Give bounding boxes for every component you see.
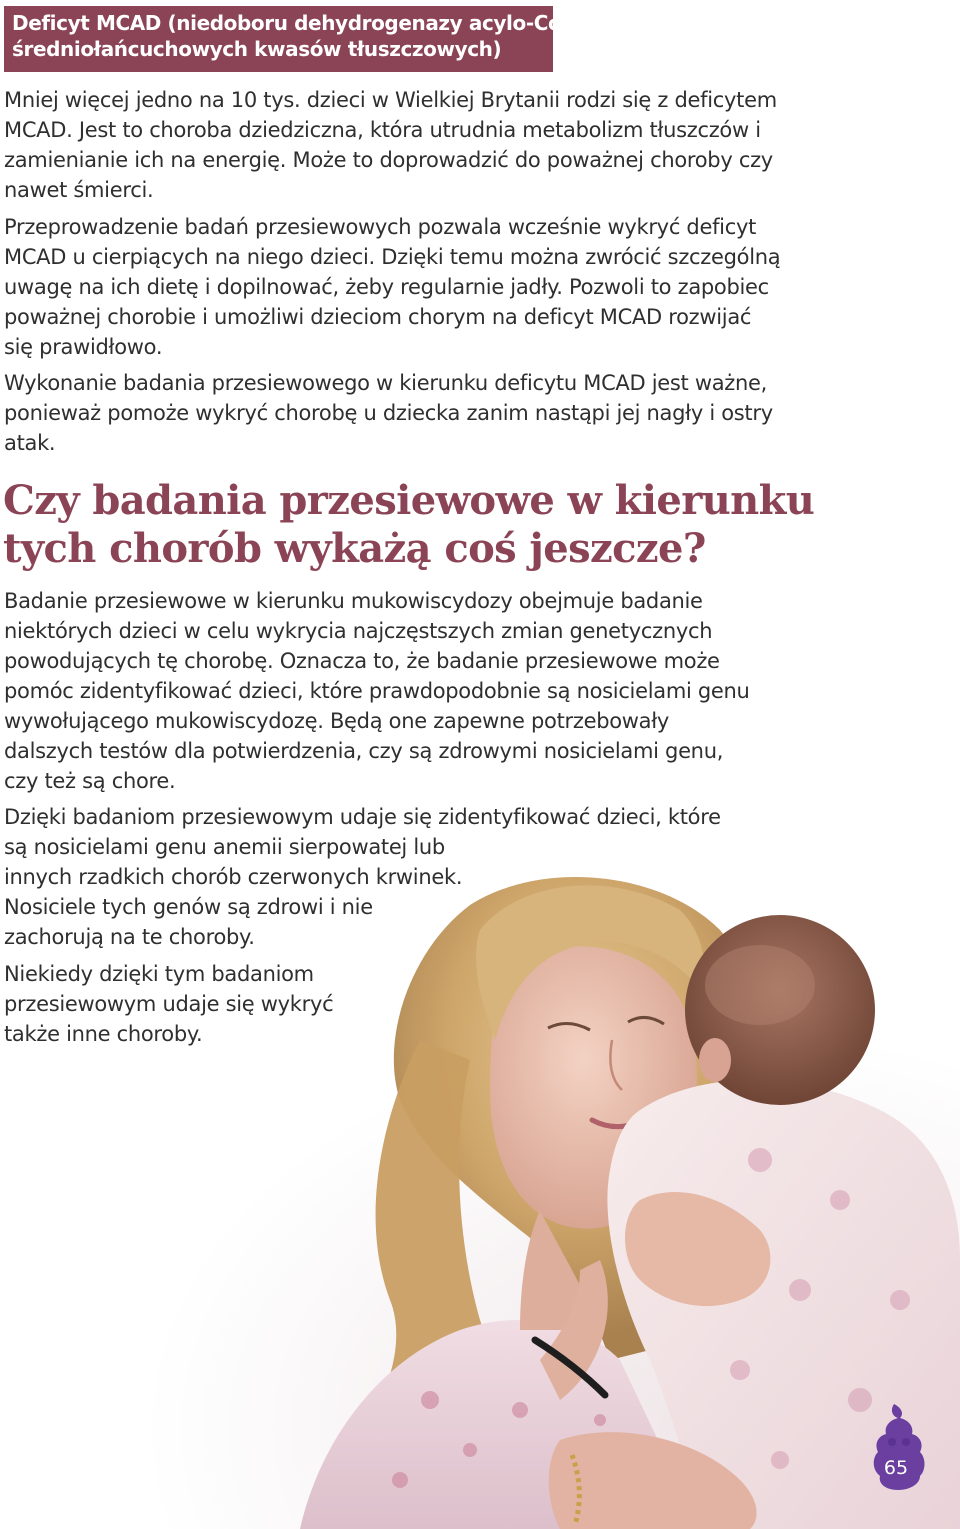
text-line: zamienianie ich na energię. Może to doprowadzić do poważnej choroby czy — [4, 148, 773, 172]
intro-paragraph-2 — [4, 212, 780, 362]
text-line: Dzięki badaniom przesiewowym udaje się zidentyfikować dzieci, które — [4, 805, 721, 829]
text-line: Wykonanie badania przesiewowego w kierunku deficytu MCAD jest ważne, — [4, 371, 768, 395]
header-line-2: średniołańcuchowych kwasów tłuszczowych) — [12, 37, 502, 61]
text-line: poważnej chorobie i umożliwi dzieciom chorym na deficyt MCAD rozwijać — [4, 305, 752, 329]
text-line: atak. — [4, 431, 56, 455]
text-line: Przeprowadzenie badań przesiewowych pozwala wcześnie wykryć deficyt — [4, 215, 757, 239]
section-paragraph-2 — [4, 802, 721, 952]
text-line: pomóc zidentyfikować dzieci, które prawdopodobnie są nosicielami genu — [4, 679, 750, 703]
text-line: Niekiedy dzięki tym badaniom — [4, 962, 314, 986]
heading-line: tych chorób wykażą coś jeszcze? — [3, 525, 706, 572]
text-line: innych rzadkich chorób czerwonych krwinek. — [4, 865, 463, 889]
text-line: dalszych testów dla potwierdzenia, czy są zdrowymi nosicielami genu, — [4, 739, 724, 763]
intro-paragraph-3 — [4, 368, 773, 458]
header-line-1: Deficyt MCAD (niedoboru dehydrogenazy acylo-CoA — [12, 11, 577, 35]
section-header-box — [4, 6, 577, 72]
section-heading — [3, 477, 814, 573]
heading-line: Czy badania przesiewowe w kierunku — [3, 477, 815, 524]
text-line: ponieważ pomoże wykryć chorobę u dziecka zanim nastąpi jej nagły i ostry — [4, 401, 773, 425]
intro-paragraph-1 — [4, 85, 777, 205]
text-line: uwagę na ich dietę i dopilnować, żeby regularnie jadły. Pozwoli to zapobiec — [4, 275, 769, 299]
text-line: Nosiciele tych genów są zdrowi i nie — [4, 895, 373, 919]
text-line: przesiewowym udaje się wykryć — [4, 992, 334, 1016]
text-line: czy też są chore. — [4, 769, 176, 793]
text-line: Badanie przesiewowe w kierunku mukowiscydozy obejmuje badanie — [4, 589, 703, 613]
text-line: zachorują na te choroby. — [4, 925, 255, 949]
text-line: niektórych dzieci w celu wykrycia najczęstszych zmian genetycznych — [4, 619, 713, 643]
text-line: są nosicielami genu anemii sierpowatej lub — [4, 835, 445, 859]
text-line: także inne choroby. — [4, 1022, 203, 1046]
text-line: nawet śmierci. — [4, 178, 154, 202]
section-paragraph-3 — [4, 959, 333, 1049]
text-line: MCAD u cierpiących na niego dzieci. Dzięki temu można zwrócić szczególną — [4, 245, 781, 269]
section-paragraph-1 — [4, 586, 750, 796]
text-line: powodujących tę chorobę. Oznacza to, że badanie przesiewowe może — [4, 649, 720, 673]
text-line: wywołującego mukowiscydozę. Będą one zapewne potrzebowały — [4, 709, 670, 733]
text-line: MCAD. Jest to choroba dziedziczna, która utrudnia metabolizm tłuszczów i — [4, 118, 761, 142]
text-line: się prawidłowo. — [4, 335, 163, 359]
page-number: 65 — [883, 1457, 909, 1479]
text-line: Mniej więcej jedno na 10 tys. dzieci w Wielkiej Brytanii rodzi się z deficytem — [4, 88, 777, 112]
